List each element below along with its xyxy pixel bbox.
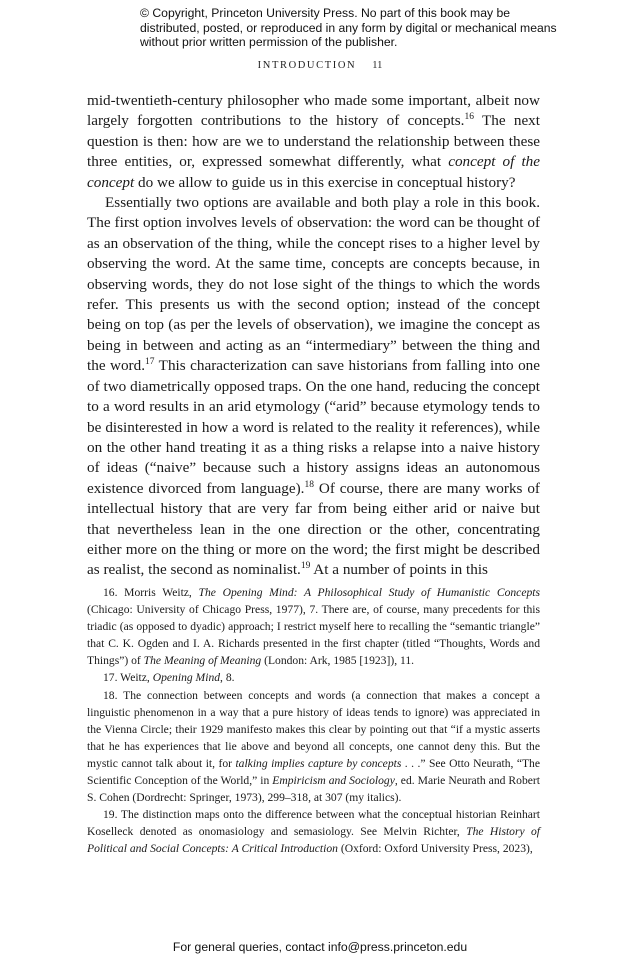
footnote-ref-16: 16 [464, 112, 474, 123]
page-number: 11 [372, 60, 383, 71]
footnote-18: 18. The connection between concepts and words (a connection that makes a concept a linguistic phenomenon in a way that a pure history of ideas tends to ignore) was appreciated in the Vienna Circle; their 1929 manifesto makes this clear by pointing out that “if a mystic asserts that he has experiences that lie above and beyond all concepts, one cannot deny this. But the mystic cannot talk about it, for talking implies capture by concepts . . .” See Otto Neurath, “The Scientific Conception of the World,” in Empiricism and Sociology, ed. Marie Neurath and Robert S. Cohen (Dordrecht: Springer, 1973), 299–318, at 307 (my italics). [87, 688, 541, 805]
paragraph: mid-twentieth-century philosopher who made some important, albeit now largely forgotten contributions to the history of concepts.$^{16}$ The next question is then: how are we to understand the relationship between these three entities, or, expressed somewhat differently, what concept of the concept do we allow to guide us in this exercise in conceptual history? [87, 92, 541, 191]
footnote-ref-19: 19 [300, 561, 311, 572]
footnotes [87, 584, 540, 858]
body-text [87, 91, 540, 581]
running-head [0, 60, 640, 71]
paragraph: Essentially two options are available and both play a role in this book. The first option involves levels of observation: the word can be thought of as an observation of the thing, while the concept rises to a higher level by observing the word. At the same time, concepts are concepts because, in observing words, they do not lose sight of the things to which the words refer. This presents us with the second option; instead of the concept being on top (as per the levels of observation), we imagine the concept as being in between and acting as an “intermediary” between the thing and the word.$^{17}$ This characterization can save historians from falling into one of two diametrically opposed traps. On the one hand, reducing the concept to a word results in an arid etymology (“arid” because etymology tends to be disinterested in how a word is related to the reality it references), while on the other hand treating it as a thing risks a relapse into a naive history of ideas (“naive” because such a history assigns ideas an autonomous existence divorced from language).$^{18}$ Of course, there are many works of intellectual history that are very far from being either arid or naive but that nevertheless lean in the one direction or the other, concentrating either more on the thing or more on the word; the first might be described as realist, the second as nominalist.$^{19}$ At a number of points in this [87, 194, 540, 579]
footer-contact: For general queries, contact info@press.princeton.edu [172, 940, 468, 954]
footnote-ref-18: 18 [304, 479, 314, 490]
footnote-16: 16. Morris Weitz, The Opening Mind: A Philosophical Study of Humanistic Concepts (Chicago: University of Chicago Press, 1977), 7. There are, of course, many precedents for this triadic (as opposed to dyadic) approach; I restrict myself here to recalling the “semantic triangle” that C. K. Ogden and I. A. Richards presented in the first chapter (titled “Thoughts, Words and Things”) of The Meaning of Meaning (London: Ark, 1985 [1923]), 11. [87, 586, 540, 668]
copyright-notice: © Copyright, Princeton University Press. No part of this book may be distributed, posted, or reproduced in any form by digital or mechanical means without prior written permission of the publisher. [140, 6, 557, 50]
footnote-ref-17: 17 [145, 357, 155, 368]
footnote-19: 19. The distinction maps onto the difference between what the conceptual historian Reinhart Koselleck denoted as onomasiology and semasiology. See Melvin Richter, The History of Political and Social Concepts: A Critical Introduction (Oxford: Oxford University Press, 2023), [87, 808, 540, 856]
running-head-title: INTRODUCTION [257, 60, 357, 71]
footnote-17: 17. Weitz, Opening Mind, 8. [103, 671, 235, 685]
